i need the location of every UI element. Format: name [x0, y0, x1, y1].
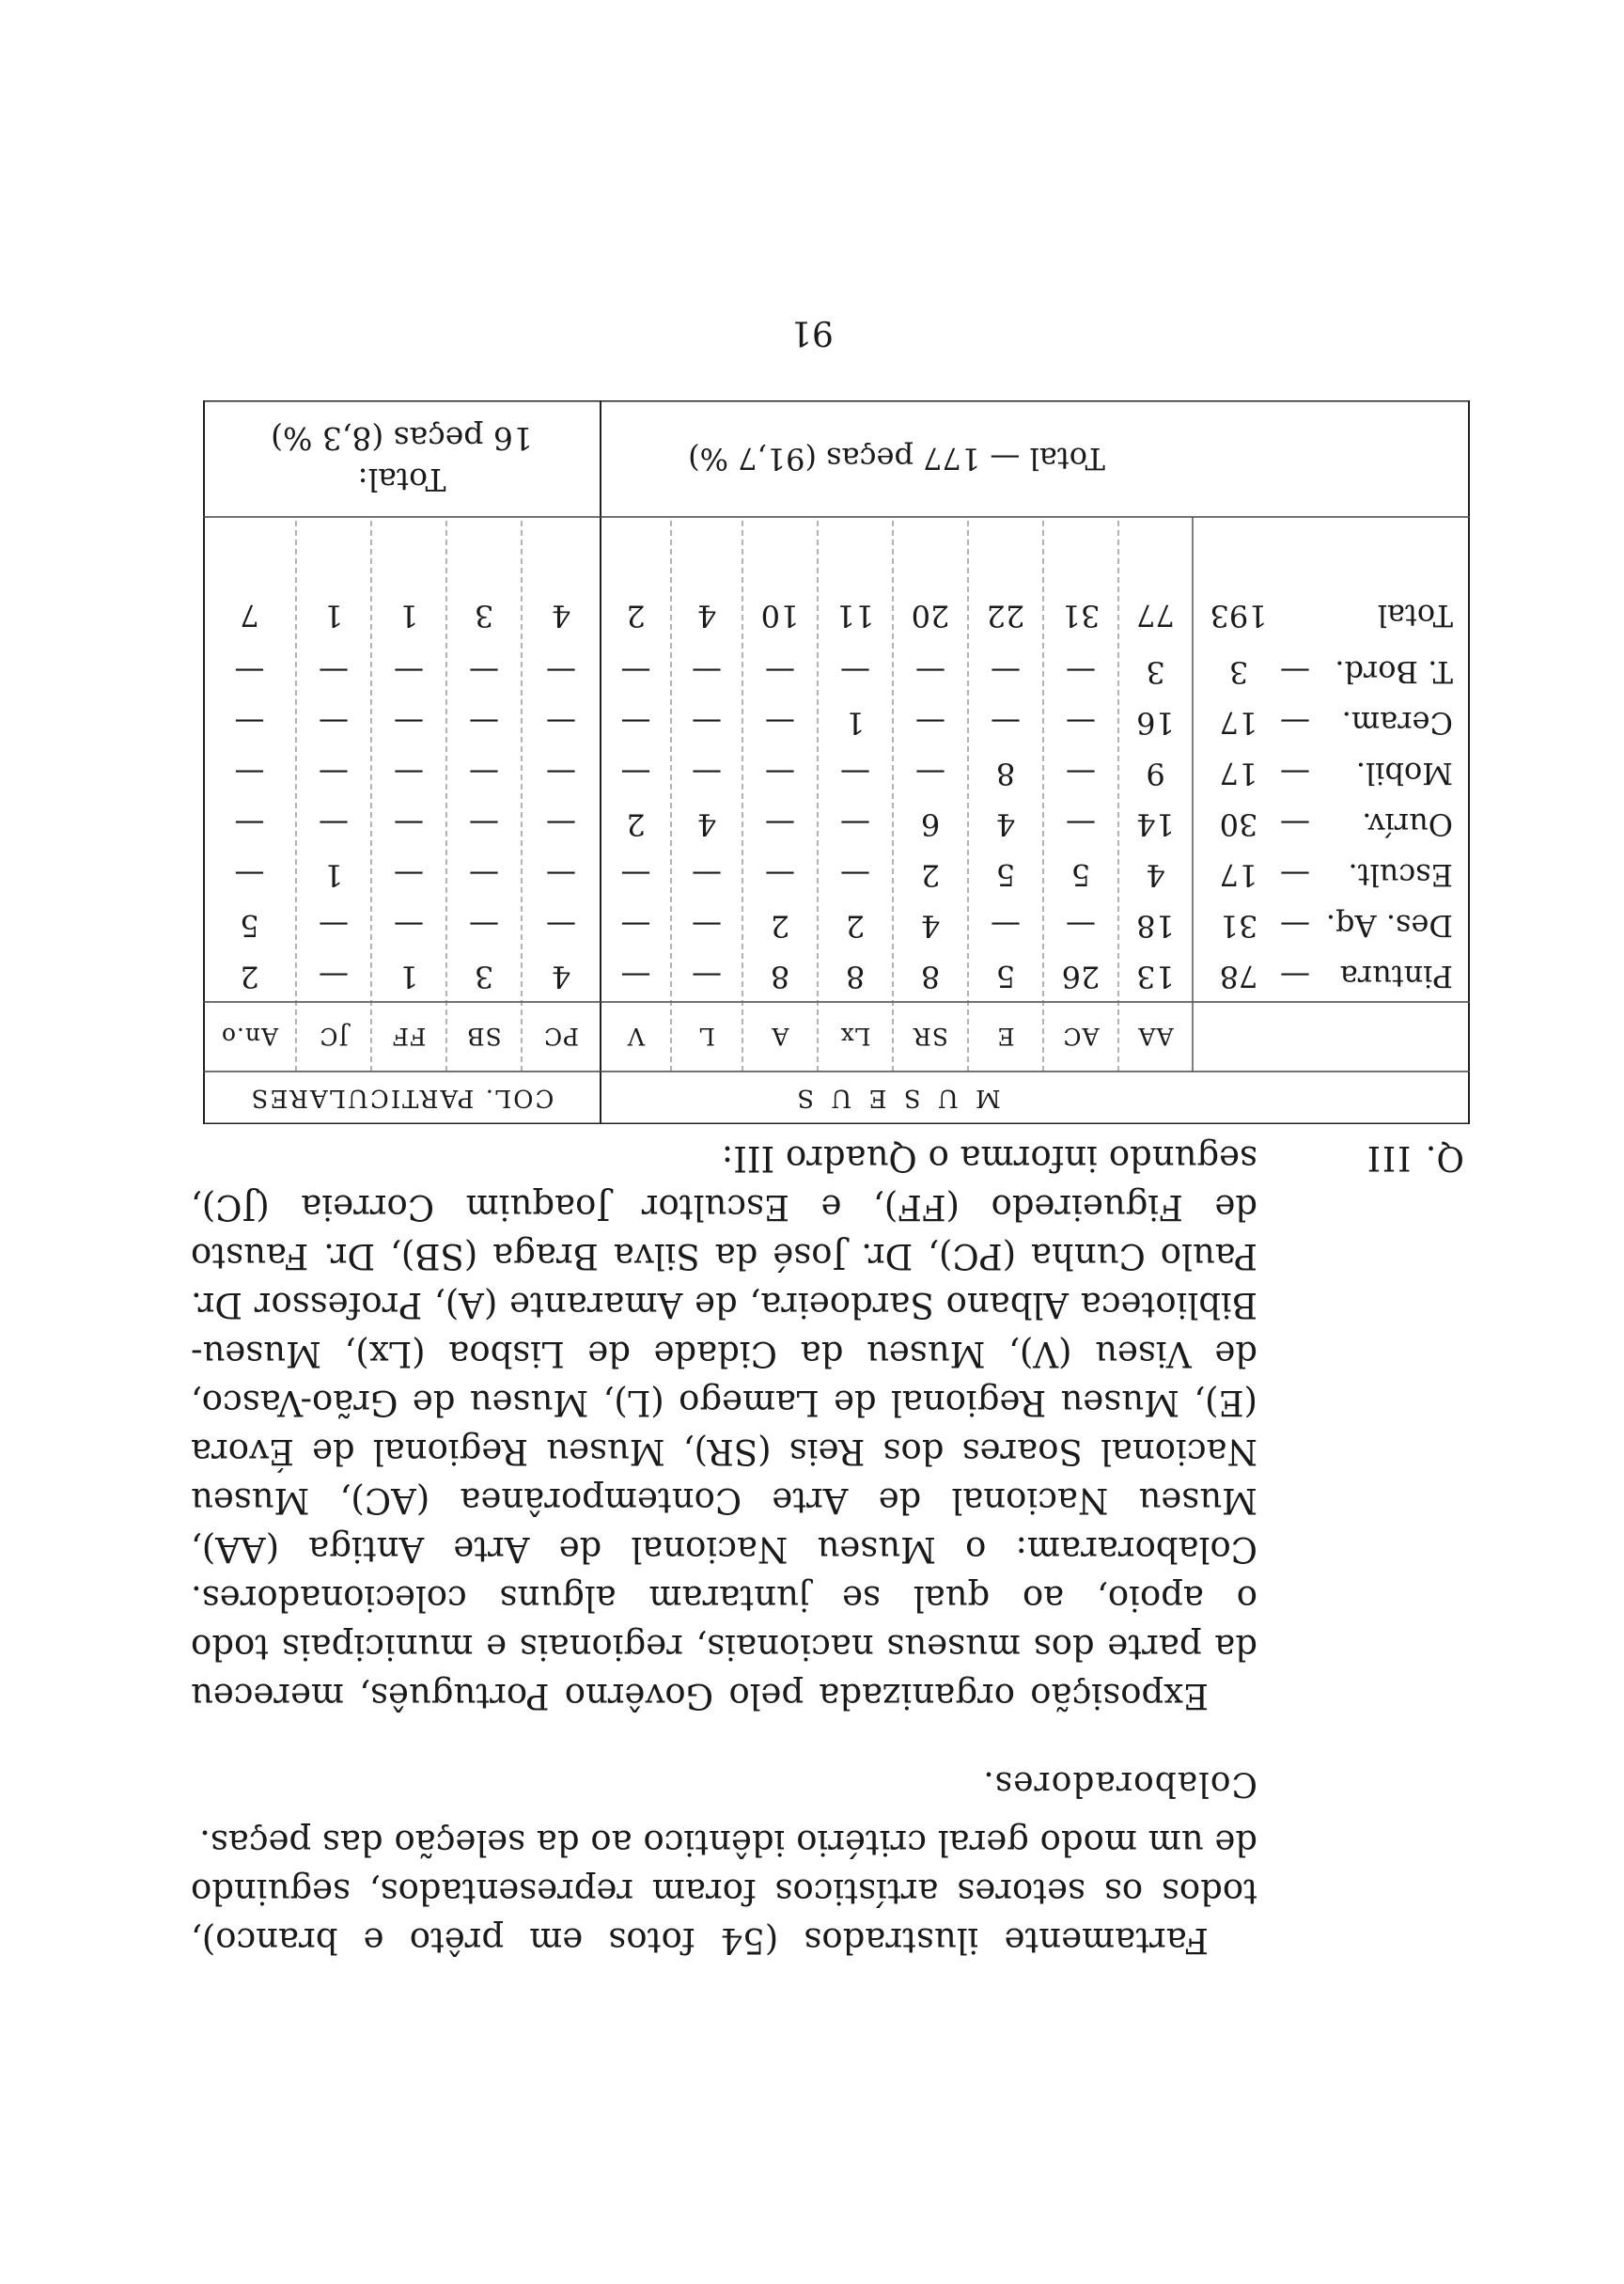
total-col-line1: Total:: [357, 461, 446, 498]
row-label: Mobil.: [1355, 756, 1453, 791]
cell-col-5: —: [234, 705, 265, 741]
row-count: 30: [1219, 806, 1258, 842]
intro-text: Fartamente ilustrados (54 fotos em prêto e branco), todos os setores artísticos foram representados, seguindo de um modo geral critério idêntico ao da seleção das peças.: [191, 1823, 1257, 1961]
cell-museus-a: —: [765, 654, 795, 690]
col-header-lx: Lx: [839, 1023, 871, 1051]
total-col-line2: 16 peças (8,3 %): [271, 420, 533, 457]
cell-col-3: —: [394, 857, 424, 893]
cell-col-3: —: [394, 908, 424, 944]
row-count: 3: [1228, 654, 1249, 690]
cell-col-1: —: [546, 908, 576, 944]
cell-museus-lx: 2: [845, 908, 866, 944]
cell-museus-ac: —: [1066, 806, 1096, 842]
col-header-v: V: [626, 1023, 646, 1051]
cell-col-3: —: [394, 756, 424, 791]
cell-museus-ac: —: [1066, 705, 1096, 741]
cell-museus-ac: 26: [1061, 959, 1101, 994]
cell-museus-v: —: [620, 705, 651, 741]
cell-museus-aa: 77: [1136, 598, 1175, 634]
row-count: 17: [1219, 705, 1258, 741]
cell-museus-l: —: [692, 959, 722, 994]
page-number: 91: [790, 313, 834, 352]
cell-col-2: —: [469, 756, 499, 791]
cell-col-4: —: [319, 806, 349, 842]
cell-museus-e: 5: [995, 857, 1016, 893]
cell-col-4: —: [319, 908, 349, 944]
cell-museus-a: 10: [760, 598, 800, 634]
cell-col-1: —: [546, 654, 576, 690]
cell-col-5: —: [234, 857, 265, 893]
cell-col-4: 1: [323, 857, 344, 893]
row-dash: —: [1280, 959, 1310, 994]
cell-museus-v: 2: [626, 598, 646, 634]
row-count: 17: [1219, 857, 1258, 893]
row-label: Escult.: [1348, 857, 1453, 893]
cell-col-5: 5: [240, 908, 259, 944]
cell-museus-l: —: [692, 705, 722, 741]
cell-col-2: 3: [474, 598, 494, 634]
collaborators-text: Exposição organizada pelo Govêrno Português, mereceu da parte dos museus nacionais, regionais e municipais todo o apoio, ao qual se juntaram alguns colecionadores. Colaboraram: o Museu Nacional de Arte Antiga (AA), Museu Nacional de Arte Contemporânea (AC), Museu Nacional Soares dos Reis (SR), Museu Regional de Évora (E), Museu Regional de Lamego (L), Museu de Grão-Vasco, de Viseu (V), Museu da Cidade de Lisboa (Lx), Museu-Biblioteca Albano Sardoeira, de Amarante (A), Professor Dr. Paulo Cunha (PC), Dr. José da Silva Braga (SB), Dr. Fausto de Figueiredo (FF), e Escultor Joaquim Correia (JC), segundo informa o Quadro III:: [191, 1138, 1257, 1716]
cell-museus-sr: —: [915, 705, 945, 741]
group-header-col-particulares: COL. PARTICULARES: [249, 1084, 554, 1112]
cell-museus-l: 4: [696, 806, 717, 842]
total-museus: Total — 177 peças (91,7 %): [688, 441, 1105, 477]
cell-col-3: —: [394, 654, 424, 690]
cell-museus-e: —: [991, 654, 1021, 690]
cell-museus-aa: 3: [1146, 654, 1165, 690]
cell-museus-sr: —: [915, 654, 945, 690]
cell-col-4: 1: [323, 598, 344, 634]
col-header-e: E: [996, 1023, 1015, 1051]
row-label: Ceram.: [1341, 705, 1453, 741]
collaborators-paragraph: [191, 1134, 1257, 1720]
cell-col-4: —: [319, 705, 349, 741]
cell-museus-lx: —: [840, 654, 870, 690]
col-header-a: A: [771, 1023, 789, 1051]
cell-museus-lx: 1: [845, 705, 866, 741]
row-label: Ourív.: [1362, 806, 1453, 842]
cell-col-3: —: [394, 705, 424, 741]
cell-museus-a: —: [765, 806, 795, 842]
col-header-sr: SR: [913, 1023, 948, 1051]
cell-col-2: —: [469, 908, 499, 944]
cell-col-5: —: [234, 806, 265, 842]
cell-col-1: 4: [551, 598, 571, 634]
cell-museus-v: —: [620, 756, 651, 791]
cell-museus-e: —: [991, 908, 1021, 944]
cell-museus-sr: 20: [911, 598, 950, 634]
cell-col-5: 7: [240, 598, 259, 634]
cell-museus-a: —: [765, 756, 795, 791]
col-header-pc: PC: [543, 1023, 579, 1051]
col-header-ff: FF: [391, 1023, 427, 1051]
cell-museus-v: —: [620, 857, 651, 893]
cell-museus-a: —: [765, 857, 795, 893]
cell-col-1: —: [546, 756, 576, 791]
cell-museus-l: —: [692, 654, 722, 690]
cell-museus-e: 22: [986, 598, 1025, 634]
cell-museus-ac: 5: [1070, 857, 1091, 893]
cell-col-5: —: [234, 654, 265, 690]
row-dash: —: [1280, 857, 1310, 893]
cell-museus-ac: —: [1066, 908, 1096, 944]
row-label: Des. Aq.: [1325, 908, 1453, 944]
col-header-sb: SB: [466, 1023, 502, 1051]
cell-col-2: 3: [474, 959, 494, 994]
cell-museus-aa: 13: [1136, 959, 1175, 994]
row-label: Pintura: [1339, 959, 1453, 994]
cell-museus-lx: 8: [845, 959, 866, 994]
cell-museus-lx: 11: [835, 598, 875, 634]
cell-museus-l: —: [692, 857, 722, 893]
cell-museus-sr: 6: [920, 806, 941, 842]
cell-col-3: —: [394, 806, 424, 842]
cell-col-4: —: [319, 654, 349, 690]
cell-museus-l: 4: [696, 598, 717, 634]
cell-col-5: —: [234, 756, 265, 791]
row-dash: —: [1280, 908, 1310, 944]
row-dash: —: [1280, 756, 1310, 791]
row-dash: —: [1280, 806, 1310, 842]
cell-museus-e: 5: [995, 959, 1016, 994]
total-col-particulares: [203, 400, 601, 517]
col-header-l: L: [698, 1023, 715, 1051]
cell-museus-ac: —: [1066, 654, 1096, 690]
row-label: T. Bord.: [1335, 654, 1453, 690]
cell-museus-sr: 2: [920, 857, 941, 893]
intro-paragraph: [191, 1818, 1257, 1964]
cell-col-4: —: [319, 756, 349, 791]
row-dash: —: [1280, 654, 1310, 690]
col-header-ac: AC: [1062, 1023, 1100, 1051]
cell-col-2: —: [469, 654, 499, 690]
cell-col-1: —: [546, 857, 576, 893]
cell-museus-ac: 31: [1061, 598, 1101, 634]
row-count: 17: [1219, 756, 1258, 791]
table-label: Q. III: [1365, 1138, 1464, 1177]
cell-museus-v: —: [620, 959, 651, 994]
row-count: 193: [1210, 598, 1268, 634]
row-dash: —: [1280, 705, 1310, 741]
cell-col-3: 1: [398, 598, 419, 634]
col-header-aa: AA: [1137, 1023, 1174, 1051]
cell-col-2: —: [469, 705, 499, 741]
cell-museus-l: —: [692, 908, 722, 944]
cell-museus-lx: —: [840, 806, 870, 842]
cell-museus-aa: 9: [1146, 756, 1165, 791]
cell-museus-e: —: [991, 705, 1021, 741]
section-heading: Colaboradores.: [982, 1764, 1257, 1803]
cell-museus-a: —: [765, 705, 795, 741]
cell-museus-sr: 4: [920, 908, 941, 944]
cell-museus-e: 4: [995, 806, 1016, 842]
row-dash: [1278, 590, 1312, 641]
cell-museus-aa: 14: [1136, 806, 1175, 842]
cell-museus-sr: 8: [920, 959, 941, 994]
quadro-table: [203, 400, 1470, 1124]
cell-col-2: —: [469, 806, 499, 842]
cell-col-3: 1: [398, 959, 419, 994]
cell-col-2: —: [469, 857, 499, 893]
cell-col-4: —: [319, 959, 349, 994]
cell-museus-aa: 18: [1136, 908, 1175, 944]
cell-museus-v: —: [620, 908, 651, 944]
col-header-anonimo: An.o: [220, 1023, 279, 1051]
col-header-jc: JC: [319, 1023, 349, 1051]
row-label: Total: [1377, 598, 1453, 634]
cell-museus-v: —: [620, 654, 651, 690]
cell-museus-aa: 16: [1136, 705, 1175, 741]
cell-museus-a: 8: [770, 959, 790, 994]
cell-museus-v: 2: [626, 806, 646, 842]
row-count: 31: [1219, 908, 1258, 944]
cell-col-5: 2: [240, 959, 259, 994]
row-count: 78: [1219, 959, 1258, 994]
cell-museus-a: 2: [770, 908, 790, 944]
cell-museus-lx: —: [840, 756, 870, 791]
cell-museus-e: 8: [995, 756, 1016, 791]
cell-col-1: —: [546, 705, 576, 741]
cell-col-1: 4: [551, 959, 571, 994]
cell-museus-lx: —: [840, 857, 870, 893]
cell-museus-sr: —: [915, 756, 945, 791]
cell-col-1: —: [546, 806, 576, 842]
cell-museus-aa: 4: [1146, 857, 1165, 893]
cell-museus-l: —: [692, 756, 722, 791]
group-header-museus: M U S E U S: [792, 1084, 1001, 1112]
cell-museus-ac: —: [1066, 756, 1096, 791]
